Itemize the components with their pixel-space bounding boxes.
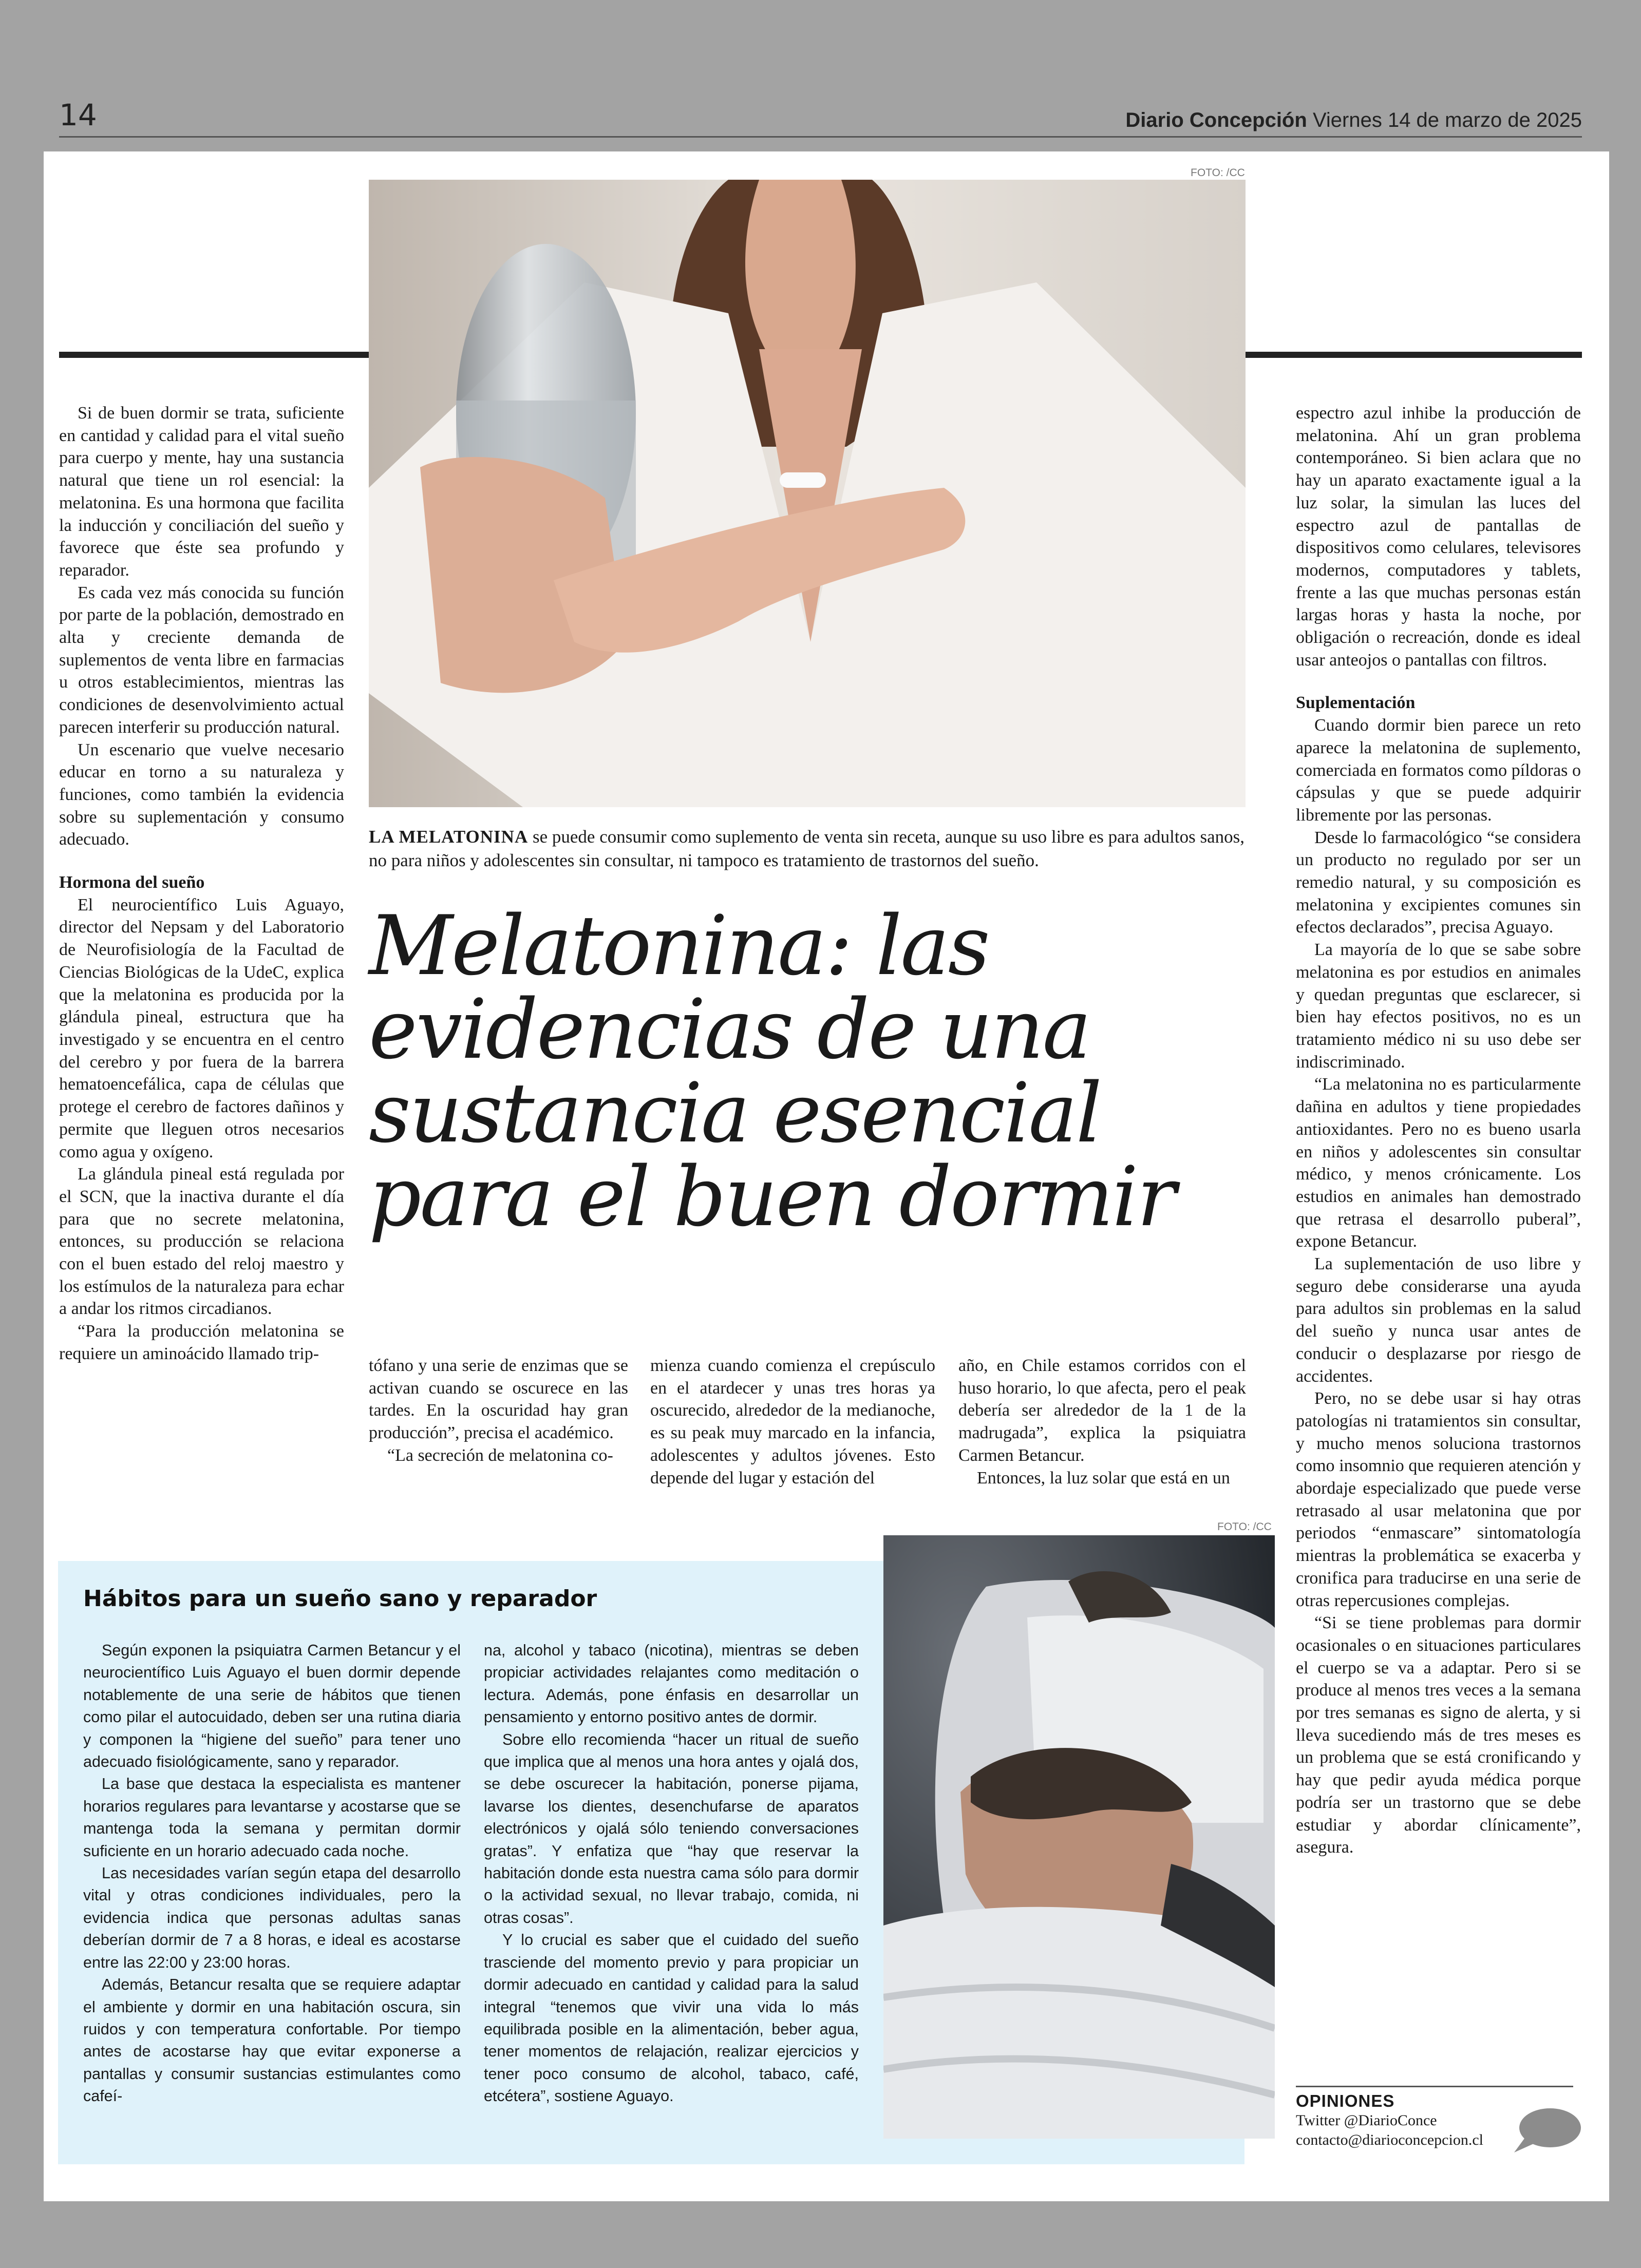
- publication-name: Diario Concepción: [1125, 109, 1307, 131]
- photo-credit-top: FOTO: /CC: [1191, 167, 1245, 179]
- paragraph: “La secreción de melatonina co-: [387, 1445, 613, 1465]
- page-number: 14: [59, 98, 97, 132]
- paragraph: La base que destaca la especialista es mantener horarios regulares para levantarse y acostarse que se mantenga toda la semana y permitan dormir suficiente en un horario adecuado cada noche.: [83, 1775, 461, 1860]
- paragraph: mienza cuando comienza el crepúsculo en el atardecer y unas tres horas ya oscurecido, alrededor de la medianoche, es su peak muy marcado en la infancia, adolescentes y adultos jóvenes. Esto depende del lugar y estación del: [650, 1356, 935, 1488]
- header-rule: [59, 136, 1582, 138]
- paragraph: Es cada vez más conocida su función por parte de la población, demostrado en alta y creciente demanda de suplementos de venta libre en farmacias u otros establecimientos, mientras las condiciones de desenvolvimiento actual parecen interferir su producción natural.: [59, 583, 344, 737]
- paragraph: espectro azul inhibe la producción de melatonina. Ahí un gran problema contemporáneo. Si bien aclara que no hay un aparato exactamente igual a la luz solar, la simulan las luces del espectro azul de pantallas de dispositivos como celulares, televisores modernos, computadores y tablets, frente a las que muchas personas están largas horas y hasta la noche, por obligación o recreación, donde es ideal usar anteojos o pantallas con filtros.: [1296, 404, 1581, 670]
- habits-box-column-2: [484, 1640, 859, 2108]
- photo-illustration: [369, 180, 1246, 807]
- opiniones-rule: [1296, 2086, 1573, 2087]
- section-rule-left: [59, 352, 370, 358]
- photo-credit-bottom: FOTO: /CC: [1217, 1521, 1272, 1533]
- paragraph: Si de buen dormir se trata, suficiente en cantidad y calidad para el vital sueño para cuerpo y mente, hay una sustancia natural que tiene un rol esencial: la melatonina. Es una hormona que facilita la inducción y conciliación del sueño y favorece que éste sea profundo y reparador.: [59, 404, 344, 580]
- paragraph: año, en Chile estamos corridos con el huso horario, lo que afecta, pero el peak debería ser alrededor de la 1 de la madrugada”, explica la psiquiatra Carmen Betancur.: [958, 1356, 1246, 1465]
- photo-illustration: [883, 1535, 1275, 2139]
- publication-date: Viernes 14 de marzo de 2025: [1312, 109, 1582, 131]
- speech-bubble-shape: [1510, 2106, 1582, 2155]
- paragraph: Y lo crucial es saber que el cuidado del sueño trasciende del momento previo y para propiciar un dormir adecuado en cantidad y calidad para la salud integral “tenemos que vivir una vida lo más equilibrada posible en la alimentación, beber agua, tener momentos de relajación, realizar ejercicios y tener poco consumo de alcohol, tabaco, café, etcétera”, sostiene Aguayo.: [484, 1931, 859, 2105]
- paragraph: El neurocientífico Luis Aguayo, director del Nepsam y del Laboratorio de Neurofisiología de la Facultad de Ciencias Biológicas de la UdeC, explica que la melatonina es producida por la glándula pineal, estructura que ha investigado y se encuentra en el centro del cerebro y por fuera de la barrera hematoencefálica, capa de células que protege el cerebro de factores dañinos y permite que lleguen otros necesarios como agua y oxígeno.: [59, 895, 344, 1161]
- paragraph: Las necesidades varían según etapa del desarrollo vital y otras condiciones individuales, pero la evidencia indica que personas adultas sanas deberían dormir de 7 a 8 horas, e ideal es acostarse entre las 22:00 y 23:00 horas.: [83, 1864, 461, 1971]
- man-sleeping-in-bed-photo: [883, 1535, 1275, 2139]
- caption-lead: LA MELATONINA: [369, 827, 529, 847]
- caption-text: se puede consumir como suplemento de venta sin receta, aunque su uso libre es para adultos sanos, no para niños y adolescentes sin consultar, ni tampoco es tratamiento de trastornos del sueño.: [369, 827, 1244, 870]
- subhead-hormona: Hormona del sueño: [59, 873, 205, 892]
- paragraph: Pero, no se debe usar si hay otras patologías ni tratamientos sin consultar, y mucho menos soluciona trastornos como insomnio que requieren atención y abordaje especializado que puede verse retrasado al usar melatonina que por periodos “enmascare” sintomatología mientras la problemática se exacerba y cronifica para traducirse en una serie de otras repercusiones complejas.: [1296, 1389, 1581, 1610]
- paragraph: Cuando dormir bien parece un reto aparece la melatonina de suplemento, comerciada en formatos como píldoras o cápsulas y que se puede adquirir libremente por las personas.: [1296, 716, 1581, 825]
- article-headline: Melatonina: las evidencias de una sustancia esencial para el buen dormir: [369, 898, 1175, 1245]
- paragraph: tófano y una serie de enzimas que se activan cuando se oscurece en las tardes. En la oscuridad hay gran producción”, precisa el académico.: [369, 1356, 628, 1443]
- top-margin: [0, 0, 1641, 103]
- section-rule-right: [1246, 352, 1582, 358]
- paragraph: na, alcohol y tabaco (nicotina), mientras se deben propiciar actividades relajantes como meditación o lectura. Además, pone énfasis en desarrollar un pensamiento y entorno positivo antes de dormir.: [484, 1642, 859, 1726]
- paragraph: Entonces, la luz solar que está en un: [977, 1468, 1230, 1488]
- subhead-suplementacion: Suplementación: [1296, 693, 1416, 713]
- column-5: [1296, 402, 1581, 1859]
- paragraph: “Para la producción melatonina se requiere un aminoácido llamado trip-: [59, 1322, 344, 1363]
- column-1: [59, 402, 344, 1365]
- paragraph: “Si se tiene problemas para dormir ocasionales o en situaciones particulares el cuerpo se va a adaptar. Pero si se produce al menos tres veces a la semana por tres semanas es signo de alerta, y si lleva sucediendo más de tres meses es un problema que se está cronificando y hay que pedir ayuda médica porque podría ser un trastorno que se debe estudiar y abordar clínicamente”, asegura.: [1296, 1613, 1581, 1857]
- opiniones-email[interactable]: contacto@diarioconcepcion.cl: [1296, 2131, 1483, 2148]
- masthead: [1125, 109, 1582, 132]
- paragraph: “La melatonina no es particularmente dañina en adultos y tiene propiedades antioxidantes. Pero no es bueno usarla en niños y adolescentes sin consultar médico, y menos crónicamente. Los estudios en animales han demostrado que retrasa el desarrollo puberal”, expone Betancur.: [1296, 1075, 1581, 1251]
- paragraph: Desde lo farmacológico “se considera un producto no regulado por ser un remedio natural, y su composición es melatonina y excipientes comunes sin efectos declarados”, precisa Aguayo.: [1296, 828, 1581, 937]
- paragraph: Según exponen la psiquiatra Carmen Betancur y el neurocientífico Luis Aguayo el buen dormir depende notablemente de una serie de hábitos que tienen como pilar el autocuidado, deben ser una rutina diaria y componen la “higiene del sueño” para tener uno adecuado fisiológicamente, sano y reparador.: [83, 1642, 461, 1771]
- habits-box-title: Hábitos para un sueño sano y reparador: [83, 1586, 597, 1612]
- column-3: [650, 1355, 935, 1489]
- paragraph: Además, Betancur resalta que se requiere adaptar el ambiente y dormir en una habitación oscura, sin ruidos y con temperatura confortable. Por tiempo antes de acostarse hay que evitar exponerse a pantallas y consumir sustancias estimulantes como cafeí-: [83, 1976, 461, 2105]
- paragraph: La glándula pineal está regulada por el SCN, que la inactiva durante el día para que no secrete melatonina, entonces, su producción se relaciona con el buen estado del reloj maestro y los estímulos de la naturaleza para echar a andar los ritmos circadianos.: [59, 1165, 344, 1319]
- opiniones-twitter[interactable]: Twitter @DiarioConce: [1296, 2112, 1437, 2129]
- paragraph: La mayoría de lo que se sabe sobre melatonina es por estudios en animales y quedan preguntas que esclarecer, si bien hay efectos positivos, no es un tratamiento médico ni su uso debe ser indiscriminado.: [1296, 940, 1581, 1072]
- column-2: [369, 1355, 628, 1467]
- habits-box-column-1: [83, 1640, 461, 2108]
- paragraph: Sobre ello recomienda “hacer un ritual de sueño que implica que al menos una hora antes y ojalá dos, se debe oscurecer la habitación, ponerse pijama, lavarse los dientes, desenchufarse de aparatos electrónicos y ojalá sólo teniendo conversaciones gratas”. Y enfatiza que “hay que reservar la habitación donde esta nuestra cama sólo para dormir o la actividad sexual, no llevar trabajo, comida, ni otras cosas”.: [484, 1730, 859, 1927]
- woman-holding-glass-and-pill-photo: [369, 180, 1246, 807]
- opiniones-title: OPINIONES: [1296, 2091, 1395, 2110]
- speech-bubble-icon: [1510, 2106, 1582, 2155]
- photo-caption: [369, 825, 1247, 872]
- column-4: [958, 1355, 1246, 1489]
- paragraph: La suplementación de uso libre y seguro debe considerarse una ayuda para adultos sin problemas en la salud del sueño y nunca usar antes de conducir o desplazarse por riesgo de accidentes.: [1296, 1254, 1581, 1386]
- paragraph: Un escenario que vuelve necesario educar en torno a su naturaleza y funciones, como también la evidencia sobre su suplementación y consumo adecuado.: [59, 740, 344, 849]
